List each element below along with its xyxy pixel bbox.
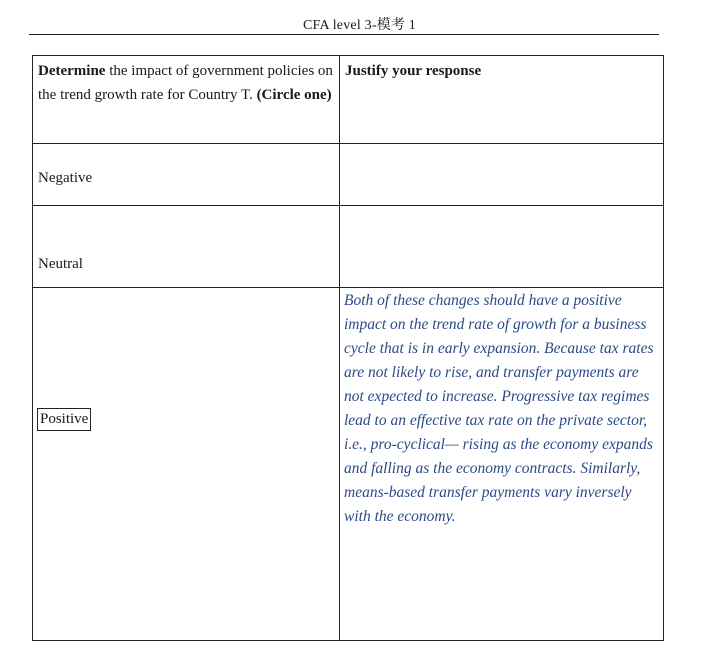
option-positive-circled[interactable]: Positive (37, 408, 91, 431)
option-row-neutral (33, 206, 664, 288)
justify-cell-negative[interactable] (340, 144, 664, 206)
justify-cell-positive[interactable] (340, 288, 664, 641)
option-cell-positive[interactable] (33, 288, 340, 641)
answer-table (32, 55, 664, 641)
option-cell-neutral[interactable] (33, 206, 340, 288)
question-body: the impact of government policies on the trend growth rate for Country T. (38, 63, 333, 103)
question-bold-lead: Determine (38, 63, 106, 79)
option-row-negative (33, 144, 664, 206)
table-header-row (33, 56, 664, 144)
justify-header-cell (340, 56, 664, 144)
question-cell (33, 56, 340, 144)
question-bold-tail: (Circle one) (256, 87, 332, 103)
page-header-title: CFA level 3-模考 1 (303, 18, 416, 33)
option-negative[interactable]: Negative (38, 170, 93, 186)
option-cell-negative[interactable] (33, 144, 340, 206)
answer-text: Both of these changes should have a positive impact on the trend rate of growth for a business cycle that is in early expansion. Because tax rates are not likely to rise, and transfer payments are not expected to increase. Progressive tax regimes lead to an effective tax rate on the private sector, i.e., pro-cyclical— rising as the economy expands and falling as the economy contracts. Similarly, means-based transfer payments vary inversely with the economy. (344, 292, 654, 525)
option-neutral[interactable]: Neutral (38, 256, 83, 272)
justify-cell-neutral[interactable] (340, 206, 664, 288)
option-row-positive (33, 288, 664, 641)
question-text (33, 56, 339, 107)
option-positive-wrap (33, 288, 339, 431)
justify-header: Justify your response (345, 63, 482, 79)
header-divider (29, 34, 659, 35)
